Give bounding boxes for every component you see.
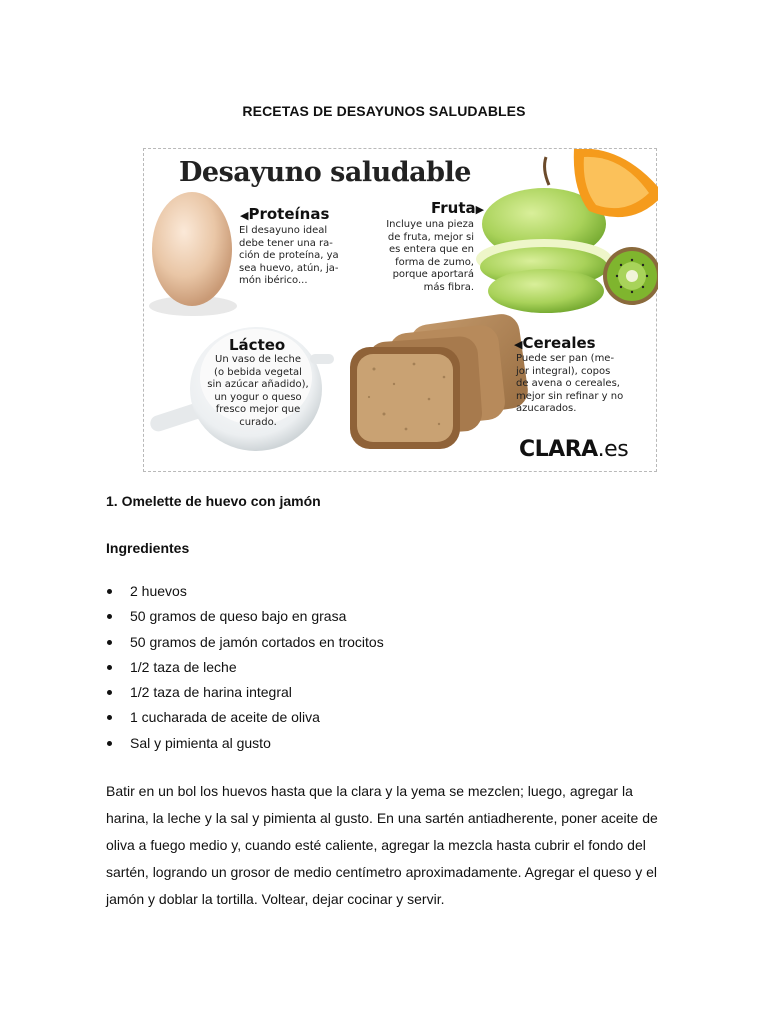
proteinas-line: ción de proteína, ya — [239, 250, 339, 261]
page-title: RECETAS DE DESAYUNOS SALUDABLES — [242, 103, 526, 119]
proteinas-heading — [240, 205, 329, 223]
proteinas-text — [239, 225, 339, 288]
list-item — [106, 681, 384, 706]
ingredient-text: Sal y pimienta al gusto — [130, 734, 271, 751]
lacteo-heading: Lácteo — [229, 336, 286, 354]
fruta-text — [378, 219, 474, 294]
left-arrow-icon: ◀ — [514, 338, 523, 351]
ingredient-text: 1/2 taza de harina integral — [130, 684, 292, 701]
lacteo-line: un yogur o queso — [214, 391, 302, 403]
right-arrow-icon: ▶ — [475, 203, 485, 216]
kiwi-image — [603, 247, 658, 305]
ingredient-text: 1 cucharada de aceite de oliva — [130, 709, 320, 726]
list-item — [106, 706, 384, 731]
bread-image — [350, 312, 530, 449]
clara-logo-suffix: .es — [597, 437, 629, 462]
egg-image — [149, 192, 237, 316]
left-arrow-icon: ◀ — [240, 209, 249, 222]
list-item — [106, 732, 384, 757]
proteinas-line: món ibérico... — [239, 275, 308, 286]
bullet-icon — [107, 715, 112, 720]
bullet-icon — [107, 741, 112, 746]
list-item — [106, 631, 384, 656]
clara-logo-main: CLARA — [519, 437, 598, 462]
fruta-line: porque aportará — [392, 269, 474, 280]
lacteo-line: curado. — [239, 416, 277, 428]
lacteo-text — [202, 354, 314, 429]
ingredient-text: 50 gramos de jamón cortados en trocitos — [130, 633, 384, 650]
ingredient-text: 50 gramos de queso bajo en grasa — [130, 608, 347, 625]
recipe-instructions: Batir en un bol los huevos hasta que la clara y la yema se mezclen; luego, agregar la harina, la leche y la sal y pimienta al gusto. En una sartén antiadherente, poner aceite de oliva a fuego medio y, cuando esté caliente, agregar la mezcla hasta cubrir el fondo del sartén, logrando un grosor de medio centímetro aproximadamente. Agregar el queso y el jamón y doblar la tortilla. Voltear, dejar cocinar y servir. — [106, 783, 658, 907]
lacteo-line: sin azúcar añadido), — [207, 379, 309, 390]
list-item — [106, 580, 384, 605]
fruta-line: es entera que en — [388, 244, 474, 255]
ingredient-text: 1/2 taza de leche — [130, 658, 237, 675]
lacteo-line: Un vaso de leche — [215, 354, 301, 365]
proteinas-line: sea huevo, atún, ja- — [239, 262, 339, 274]
infographic-title: Desayuno saludable — [179, 157, 471, 188]
cereales-line: jor integral), copos — [516, 365, 611, 377]
fruta-line: forma de zumo, — [395, 256, 474, 268]
fruta-line: de fruta, mejor si — [387, 231, 474, 243]
fruta-heading-label: Fruta — [431, 199, 476, 217]
ingredients-list — [106, 580, 384, 757]
fruta-heading — [431, 199, 484, 217]
cereales-heading-label: Cereales — [522, 334, 596, 352]
orange-image — [574, 149, 658, 217]
lacteo-line: fresco mejor que — [215, 404, 301, 415]
cereales-line: de avena o cereales, — [516, 378, 620, 389]
proteinas-line: El desayuno ideal — [239, 225, 328, 236]
cereales-text — [516, 353, 623, 416]
list-item — [106, 605, 384, 630]
cereales-line: Puede ser pan (me- — [516, 353, 615, 364]
bullet-icon — [107, 690, 112, 695]
cereales-line: mejor sin refinar y no — [516, 390, 624, 402]
fruta-line: más fibra. — [423, 281, 474, 293]
infographic — [143, 148, 657, 472]
bullet-icon — [107, 589, 112, 594]
bullet-icon — [107, 614, 112, 619]
list-item — [106, 656, 384, 681]
ingredient-text: 2 huevos — [130, 583, 187, 599]
recipe-title: 1. Omelette de huevo con jamón — [106, 493, 321, 509]
bullet-icon — [107, 640, 112, 645]
cereales-line: azucarados. — [516, 403, 577, 414]
ingredients-heading: Ingredientes — [106, 540, 190, 556]
lacteo-line: (o bebida vegetal — [214, 366, 302, 378]
cereales-heading — [514, 334, 596, 352]
proteinas-line: debe tener una ra- — [239, 237, 333, 249]
clara-logo — [519, 437, 628, 462]
proteinas-heading-label: Proteínas — [248, 205, 330, 223]
bullet-icon — [107, 665, 112, 670]
fruta-line: Incluye una pieza — [386, 219, 474, 230]
